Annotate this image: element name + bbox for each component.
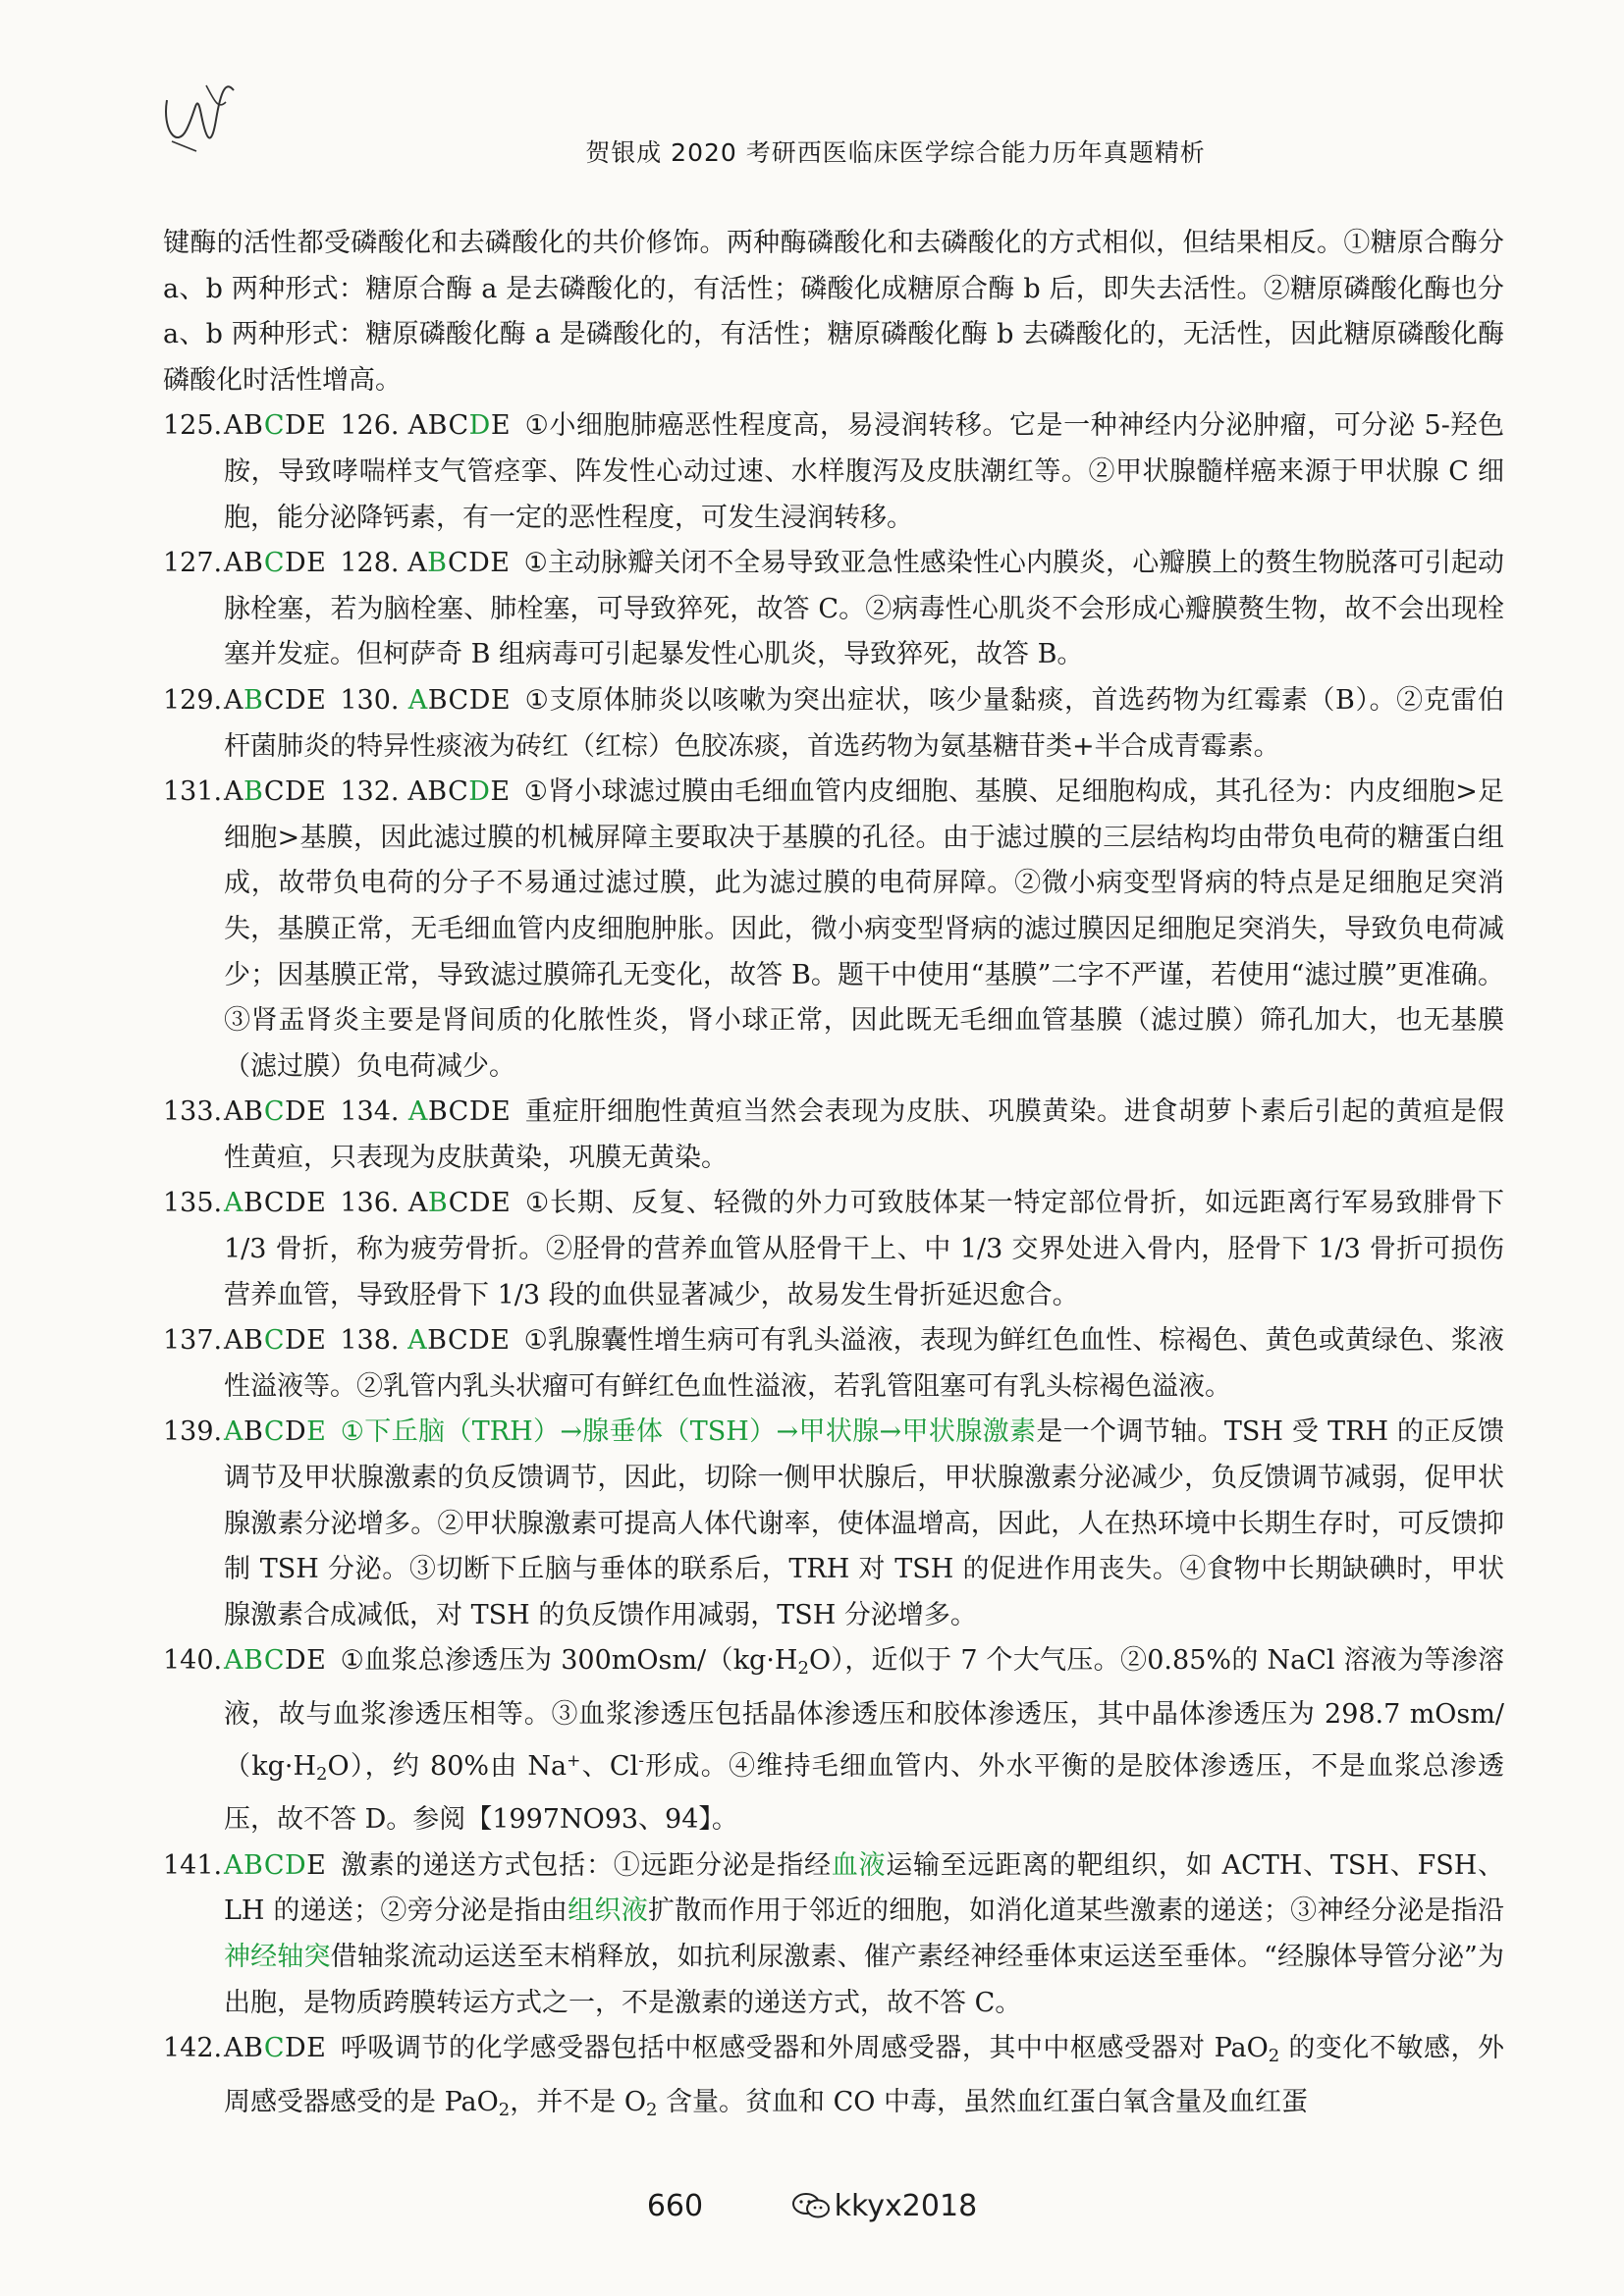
explanation: 含量。贫血和 CO 中毒，虽然血红蛋白氧含量及血红蛋 [657, 2086, 1308, 2117]
watermark-text: kkyx2018 [834, 2189, 978, 2223]
answer-options: ABCDE [224, 1645, 327, 1677]
question-number: 135. [163, 1188, 223, 1219]
question-number: 141. [163, 1849, 223, 1881]
explanation: 是一个调节轴。TSH 受 TRH 的正反馈调节及甲状腺激素的负反馈调节，因此，切除一侧甲状腺后，甲状腺激素分泌减少，负反馈调节减弱，促甲状腺激素分泌增多。②甲状腺激素可提高人体代谢率，使体温增高，因此，人在热环境中长期生存时，可反馈抑制 TSH 分泌。③切断下丘脑与垂体的联系后，TRH 对 TSH 的促进作用丧失。④食物中长期缺碘时，甲状腺激素合成减低，对 TSH 的负反馈作用减弱，TSH 分泌增多。 [224, 1416, 1505, 1630]
answer-options: ABCDE [224, 2033, 327, 2064]
superscript: - [638, 1750, 644, 1771]
question-number: 134. [340, 1096, 400, 1128]
explanation: ，并不是 O [510, 2086, 646, 2117]
explanation: O），近似于 7 个大气压。②0.85%的 NaCl 溶液为等渗溶液，故与血浆渗透压相等。③血浆渗透压包括晶体渗透压和胶体渗透压，其中晶体渗透压为 298.7 mOsm/（kg·H [224, 1645, 1505, 1782]
answer-options: ABCDE [224, 684, 327, 716]
question-number: 131. [163, 776, 223, 808]
subscript: 2 [316, 1763, 328, 1785]
answer-content [163, 221, 1504, 2133]
highlighted-text: 血液 [831, 1849, 887, 1881]
explanation: 重症肝细胞性黄疸当然会表现为皮肤、巩膜黄染。进食胡萝卜素后引起的黄疸是假性黄疸，只表现为皮肤黄染，巩膜无黄染。 [224, 1096, 1504, 1173]
question-number: 140. [163, 1645, 223, 1677]
explanation: ①支原体肺炎以咳嗽为突出症状，咳少量黏痰，首选药物为红霉素（B）。②克雷伯杆菌肺炎的特异性痰液为砖红（红棕）色胶冻痰，首选药物为氨基糖苷类+半合成青霉素。 [224, 684, 1505, 762]
subscript: 2 [645, 2099, 658, 2120]
answer-options: ABCDE [407, 776, 511, 808]
question-number: 136. [340, 1188, 400, 1219]
answer-options: ABCDE [224, 548, 327, 579]
question-number: 132. [340, 776, 400, 808]
answer-140 [163, 1638, 1504, 1842]
explanation: ①乳腺囊性增生病可有乳头溢液，表现为鲜红色血性、棕褐色、黄色或黄绿色、浆液性溢液等。②乳管内乳头状瘤可有鲜红色血性溢液，若乳管阻塞可有乳头棕褐色溢液。 [224, 1325, 1504, 1402]
answer-127-128 [163, 541, 1504, 678]
question-number: 139. [163, 1416, 223, 1448]
wechat-icon [791, 2191, 831, 2220]
question-number: 127. [163, 548, 223, 579]
question-number: 137. [163, 1325, 223, 1357]
answer-options: ABCDE [224, 410, 327, 442]
watermark [791, 2189, 978, 2223]
answer-125-126 [163, 403, 1504, 541]
explanation: ①小细胞肺癌恶性程度高，易浸润转移。它是一种神经内分泌肿瘤，可分泌 5-羟色胺，导致哮喘样支气管痉挛、阵发性心动过速、水样腹泻及皮肤潮红等。②甲状腺髓样癌来源于甲状腺 C 细胞，能分泌降钙素，有一定的恶性程度，可发生浸润转移。 [224, 410, 1504, 533]
question-number: 125. [163, 410, 223, 442]
explanation: ①肾小球滤过膜由毛细血管内皮细胞、基膜、足细胞构成，其孔径为：内皮细胞>足细胞>基膜，因此滤过膜的机械屏障主要取决于基膜的孔径。由于滤过膜的三层结构均由带负电荷的糖蛋白组成，故带负电荷的分子不易通过滤过膜，此为滤过膜的电荷屏障。②微小病变型肾病的特点是足细胞足突消失，基膜正常，无毛细血管内皮细胞肿胀。因此，微小病变型肾病的滤过膜因足细胞足突消失，导致负电荷减少；因基膜正常，导致滤过膜筛孔无变化，故答 B。题干中使用“基膜”二字不严谨，若使用“滤过膜”更准确。③肾盂肾炎主要是肾间质的化脓性炎，肾小球正常，因此既无毛细血管基膜（滤过膜）筛孔加大，也无基膜（滤过膜）负电荷减少。 [224, 776, 1504, 1082]
answer-options: ABCDE [224, 1325, 327, 1357]
subscript: 2 [797, 1658, 809, 1680]
answer-135-136 [163, 1181, 1504, 1318]
answer-options: ABCDE [407, 1325, 511, 1357]
answer-142 [163, 2026, 1504, 2133]
answer-options: ABCDE [407, 410, 512, 442]
question-number: 126. [340, 410, 400, 442]
explanation: 的变化不敏感，外周感受器感受的是 PaO [224, 2033, 1504, 2117]
intro-paragraph: 键酶的活性都受磷酸化和去磷酸化的共价修饰。两种酶磷酸化和去磷酸化的方式相似，但结果相反。①糖原合酶分 a、b 两种形式：糖原合酶 a 是去磷酸化的，有活性；磷酸化成糖原合酶 b 后，即失去活性。②糖原磷酸化酶也分 a、b 两种形式：糖原磷酸化酶 a 是磷酸化的，有活性；糖原磷酸化酶 b 去磷酸化的，无活性，因此糖原磷酸化酶磷酸化时活性增高。 [163, 228, 1504, 396]
answer-options: ABCDE [224, 1416, 327, 1448]
explanation: ①长期、反复、轻微的外力可致肢体某一特定部位骨折，如远距离行军易致腓骨下 1/3 骨折，称为疲劳骨折。②胫骨的营养血管从胫骨干上、中 1/3 交界处进入骨内，胫骨下 1/3 骨折可损伤营养血管，导致胫骨下 1/3 段的血供显著减少，故易发生骨折延迟愈合。 [224, 1188, 1504, 1310]
explanation: 借轴浆流动运送至末梢释放，如抗利尿激素、催产素经神经垂体束运送至垂体。“经腺体导管分泌”为出胞，是物质跨膜转运方式之一，不是激素的递送方式，故不答 C。 [224, 1941, 1505, 2018]
answer-options: ABCDE [224, 776, 327, 808]
question-number: 142. [163, 2033, 223, 2064]
answer-options: ABCDE [407, 684, 512, 716]
question-number: 130. [340, 684, 400, 716]
explanation: 扩散而作用于邻近的细胞，如消化道某些激素的递送；③神经分泌是指沿 [647, 1896, 1504, 1927]
answer-options: ABCDE [407, 1096, 512, 1128]
explanation: ①血浆总渗透压为 300mOsm/（kg·H [340, 1645, 798, 1677]
question-number: 129. [163, 684, 223, 716]
explanation: 激素的递送方式包括：①远距分泌是指经 [340, 1849, 832, 1881]
explanation: O），约 80%由 Na [327, 1750, 568, 1782]
explanation: 、Cl [580, 1750, 639, 1782]
highlighted-text: 神经轴突 [224, 1941, 331, 1972]
explanation: ①主动脉瓣关闭不全易导致亚急性感染性心内膜炎，心瓣膜上的赘生物脱落可引起动脉栓塞，若为脑栓塞、肺栓塞，可导致猝死，故答 C。②病毒性心肌炎不会形成心瓣膜赘生物，故不会出现栓塞并发症。但柯萨奇 B 组病毒可引起暴发性心肌炎，导致猝死，故答 B。 [224, 548, 1504, 670]
answer-options: ABCDE [407, 548, 511, 579]
answer-options: ABCDE [224, 1849, 327, 1881]
superscript: + [567, 1750, 581, 1771]
question-number: 138. [340, 1325, 400, 1357]
subscript: 2 [1268, 2046, 1280, 2067]
explanation: 形成。④维持毛细血管内、外水平衡的是胶体渗透压，不是血浆总渗透压，故不答 D。参阅【1997NO93、94】。 [224, 1750, 1505, 1836]
answer-139 [163, 1410, 1504, 1638]
answer-options: ABCDE [224, 1096, 327, 1128]
page-footer [0, 2189, 1624, 2223]
answer-131-132 [163, 770, 1504, 1090]
subscript: 2 [498, 2099, 511, 2120]
highlighted-text: ①下丘脑（TRH）→腺垂体（TSH）→甲状腺→甲状腺激素 [340, 1416, 1037, 1448]
explanation: 呼吸调节的化学感受器包括中枢感受器和外周感受器，其中中枢感受器对 PaO [340, 2033, 1269, 2064]
highlighted-text: 组织液 [568, 1896, 648, 1927]
explanation: 运输至远距离的靶组织，如 ACTH、TSH、FSH、LH 的递送；②旁分泌是指由 [224, 1849, 1505, 1927]
page-header: 贺银成 2020 考研西医临床医学综合能力历年真题精析 [585, 138, 1206, 167]
question-number: 128. [340, 548, 400, 579]
answer-options: ABCDE [407, 1188, 512, 1219]
answer-137-138 [163, 1318, 1504, 1410]
answer-129-130 [163, 678, 1504, 770]
page-number: 660 [646, 2189, 704, 2223]
answer-options: ABCDE [224, 1188, 327, 1219]
question-number: 133. [163, 1096, 223, 1128]
answer-141 [163, 1843, 1504, 2026]
answer-133-134 [163, 1090, 1504, 1181]
